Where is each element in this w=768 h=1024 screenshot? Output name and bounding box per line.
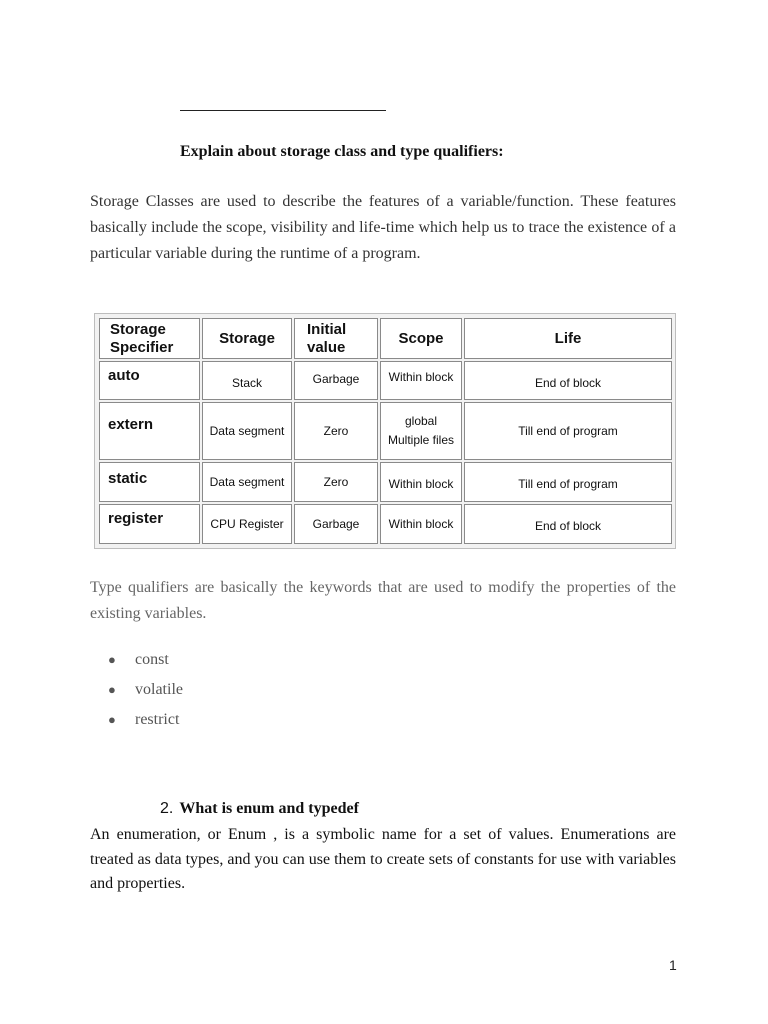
list-item — [108, 649, 183, 679]
row-extern-scope-line1: global — [404, 414, 438, 428]
row-register-scope: Within block — [380, 504, 462, 544]
row-extern-life: Till end of program — [464, 402, 672, 460]
row-auto-life: End of block — [464, 361, 672, 400]
list-item — [108, 679, 183, 709]
row-register-storage: CPU Register — [202, 504, 292, 544]
row-auto-storage: Stack — [202, 361, 292, 400]
list-item — [108, 709, 183, 739]
row-extern-scope-line2: Multiple files — [387, 433, 455, 447]
row-extern-specifier: extern — [99, 402, 200, 460]
header-specifier-line1: Storage — [110, 320, 166, 338]
bullet-icon: ● — [108, 682, 116, 697]
bullet-icon: ● — [108, 712, 116, 727]
section-number: 2. — [160, 800, 174, 817]
enum-typedef-heading — [160, 800, 359, 818]
qualifier-restrict: restrict — [135, 711, 180, 728]
section-title: What is enum and typedef — [179, 800, 359, 817]
header-initial-line1: Initial — [307, 320, 347, 338]
row-static-scope: Within block — [380, 462, 462, 502]
row-register-life: End of block — [464, 504, 672, 544]
row-static-storage: Data segment — [202, 462, 292, 502]
row-static-initial: Zero — [294, 462, 378, 502]
storage-class-table — [94, 313, 676, 549]
row-extern-scope — [380, 402, 462, 460]
header-storage-specifier — [99, 318, 200, 359]
row-register-specifier: register — [99, 504, 200, 544]
row-extern-initial: Zero — [294, 402, 378, 460]
qualifier-list — [108, 649, 183, 739]
row-register-initial: Garbage — [294, 504, 378, 544]
header-life: Life — [464, 318, 672, 359]
bullet-icon: ● — [108, 652, 116, 667]
header-scope: Scope — [380, 318, 462, 359]
row-auto-initial: Garbage — [294, 361, 378, 400]
page-number: 1 — [669, 957, 677, 973]
header-initial-value — [294, 318, 378, 359]
top-rule-line — [180, 110, 386, 111]
header-storage: Storage — [202, 318, 292, 359]
row-extern-storage: Data segment — [202, 402, 292, 460]
qualifier-const: const — [135, 651, 169, 668]
storage-class-heading: Explain about storage class and type qualifiers: — [180, 143, 504, 160]
storage-class-intro: Storage Classes are used to describe the features of a variable/function. These features basically include the scope, visibility and life-time which help us to trace the existence of a particular variable during the runtime of a program. — [90, 193, 676, 262]
row-auto-scope: Within block — [380, 361, 462, 400]
qualifier-volatile: volatile — [135, 681, 183, 698]
type-qualifiers-intro: Type qualifiers are basically the keywords that are used to modify the properties of the existing variables. — [90, 579, 676, 622]
row-static-life: Till end of program — [464, 462, 672, 502]
header-initial-line2: value — [307, 338, 346, 356]
row-static-specifier: static — [99, 462, 200, 502]
enum-description: An enumeration, or Enum , is a symbolic name for a set of values. Enumerations are treated as data types, and you can use them to create sets of constants for use with variables and properties. — [90, 826, 676, 892]
row-auto-specifier: auto — [99, 361, 200, 400]
header-specifier-line2: Specifier — [110, 338, 174, 356]
